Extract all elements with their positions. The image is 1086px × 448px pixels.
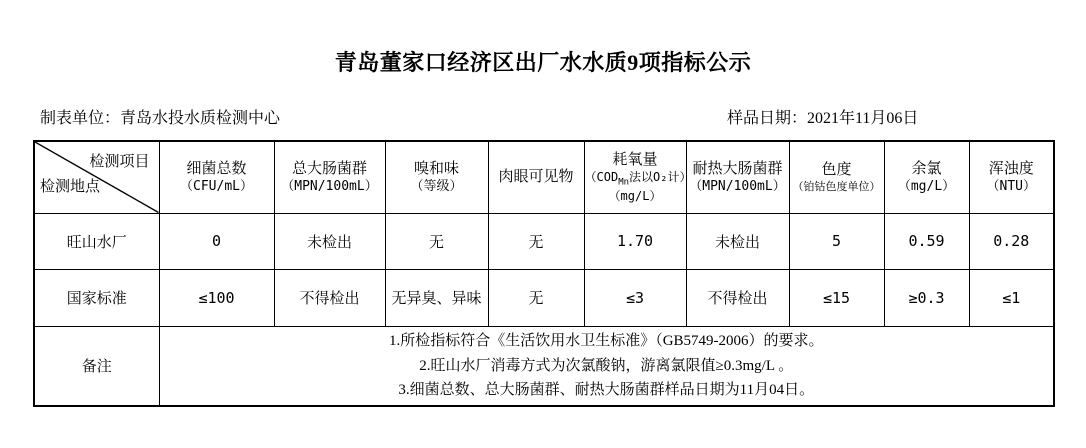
value-cell: 0.28 [969,213,1054,269]
column-unit: （CFU/mL） [180,178,253,194]
column-name: 色度 [821,161,852,178]
column-unit: （MPN/100mL） [281,178,378,194]
value-cell: ≤15 [789,269,884,326]
remark-line-2: 2.旺山水厂消毒方式为次氯酸钠，游离氯限值≥0.3mg/L 。 [419,357,794,374]
value-cell: 0.59 [884,213,969,269]
value-cell: 无 [488,269,584,326]
column-header-thermotolerant-coliform [686,141,789,213]
column-name: 肉眼可见物 [498,169,574,186]
column-header-visible-matter [488,141,584,213]
corner-header-cell [34,141,159,213]
column-name: 细菌总数 [186,160,247,177]
remark-line-3: 3.细菌总数、总大肠菌群、耐热大肠菌群样品日期为11月04日。 [398,381,815,398]
column-name: 总大肠菌群 [291,160,367,177]
value-cell: 无异臭、异味 [385,269,488,326]
column-unit: （铂钴色度单位） [792,180,881,194]
row-label: 国家标准 [34,269,159,326]
table-row-wangshan-plant [34,213,1054,269]
remarks-label: 备注 [34,326,159,406]
column-unit: （MPN/100mL） [689,178,786,194]
value-cell: 1.70 [584,213,686,269]
value-cell: 未检出 [274,213,385,269]
column-header-odor-taste [385,141,488,213]
value-cell: 无 [488,213,584,269]
column-name: 耗氧量 [612,151,658,168]
column-name: 嗅和味 [413,160,459,177]
value-cell: ≥0.3 [884,269,969,326]
column-unit: （$COD_{Mn}$法以O₂计）（mg/L） [584,170,686,204]
column-header-total-coliform [274,141,385,213]
table-row-national-standard [34,269,1054,326]
column-unit: （NTU） [986,178,1036,194]
column-name: 浑浊度 [988,160,1034,177]
page-title: 青岛董家口经济区出厂水水质9项指标公示 [334,50,752,75]
remark-line-1: 1.所检指标符合《生活饮用水卫生标准》（GB5749-2006）的要求。 [388,333,824,350]
value-cell: 不得检出 [686,269,789,326]
table-row-remarks [34,326,1054,406]
column-unit: （mg/L） [897,178,956,194]
column-header-residual-chlorine [884,141,969,213]
column-unit: （等级） [410,178,463,194]
value-cell: 不得检出 [274,269,385,326]
report-maker-label: 制表单位：青岛水投水质检测中心 [40,110,281,127]
corner-label-location: 检测地点 [40,179,101,195]
value-cell: 5 [789,213,884,269]
row-label: 旺山水厂 [34,213,159,269]
remarks-content [159,326,1054,406]
column-header-bacteria [159,141,274,213]
column-header-turbidity [969,141,1054,213]
value-cell: ≤1 [969,269,1054,326]
table-header-row [34,141,1054,213]
cod-subscript: Mn [618,177,630,188]
value-cell: ≤3 [584,269,686,326]
value-cell: ≤100 [159,269,274,326]
column-header-oxygen-consumption [584,141,686,213]
corner-label-items: 检测项目 [89,154,150,170]
value-cell: 0 [159,213,274,269]
sample-date-label: 样品日期：2021年11月06日 [727,110,919,127]
column-header-chromaticity [789,141,884,213]
water-quality-table [33,140,1055,407]
value-cell: 未检出 [686,213,789,269]
column-name: 余氯 [911,160,942,177]
column-name: 耐热大肠菌群 [692,160,783,177]
value-cell: 无 [385,213,488,269]
